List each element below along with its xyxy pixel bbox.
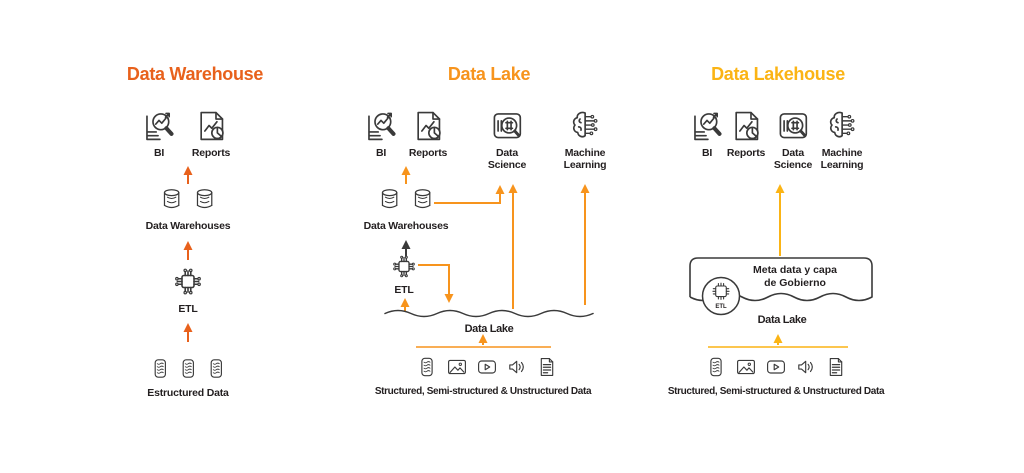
lakehouse-data-science-node [774, 107, 812, 171]
bi-icon [689, 107, 726, 144]
lakehouse-machine-learning-node [821, 107, 864, 171]
lake-etl-node [389, 251, 420, 296]
lakehouse-bottom-label: Structured, Semi-structured & Unstructured Data [667, 386, 885, 397]
structured-data-icon [704, 355, 728, 379]
lakehouse-title: Data Lakehouse [711, 64, 845, 84]
reports-icon [728, 107, 765, 144]
bi-icon [363, 107, 400, 144]
etl-label: ETL [394, 284, 414, 296]
machine-learning-label: Machine Learning [563, 147, 607, 171]
warehouse-reports-node [192, 107, 230, 159]
lake-reports-node [409, 107, 447, 159]
lake-storage-node [364, 185, 449, 232]
governance-box-label: Meta data y capa de Gobierno [752, 264, 838, 289]
bi-label: BI [375, 147, 387, 159]
warehouse-etl-node [170, 263, 207, 315]
lake-surface-wave [385, 311, 593, 317]
structured-data-icon [204, 355, 228, 382]
database-icon [191, 185, 217, 214]
bi-icon [141, 107, 178, 144]
lakehouse-sources-node [704, 355, 848, 379]
structured-data-icon [176, 355, 200, 382]
database-icon [158, 185, 184, 214]
lake-data-science-node [488, 107, 526, 171]
reports-label: Reports [726, 147, 766, 159]
video-icon [475, 355, 499, 379]
data-science-label: Data Science [773, 147, 813, 171]
lake-sources-node [415, 355, 559, 379]
audio-icon [794, 355, 818, 379]
image-icon [445, 355, 469, 379]
warehouse-sources-node [147, 355, 228, 399]
bi-label: BI [153, 147, 165, 159]
lakehouse-bi-node [689, 107, 726, 159]
bi-label: BI [701, 147, 713, 159]
data-science-icon [774, 107, 811, 144]
document-icon [535, 355, 559, 379]
video-icon [764, 355, 788, 379]
machine-learning-label: Machine Learning [820, 147, 864, 171]
etl-chip-icon [389, 251, 420, 282]
warehouse-bi-node [141, 107, 178, 159]
database-icon [409, 185, 435, 214]
image-icon [734, 355, 758, 379]
lakehouse-reports-node [727, 107, 765, 159]
audio-icon [505, 355, 529, 379]
lake-bi-node [363, 107, 400, 159]
etl-label: ETL [178, 303, 198, 315]
data-science-label: Data Science [487, 147, 527, 171]
estructured-data-label: Estructured Data [147, 387, 229, 399]
structured-data-icon [148, 355, 172, 382]
warehouse-title: Data Warehouse [126, 64, 264, 84]
database-icon [376, 185, 402, 214]
lake-machine-learning-node [564, 107, 607, 171]
lakehouse-lake-label: Data Lake [757, 314, 807, 326]
warehouse-storage-node [146, 185, 231, 232]
machine-learning-icon [824, 107, 861, 144]
warehouses-label: Data Warehouses [145, 220, 231, 232]
lake-label: Data Lake [464, 323, 514, 335]
document-icon [824, 355, 848, 379]
etl-chip-icon [170, 263, 207, 300]
reports-label: Reports [408, 147, 448, 159]
data-science-icon [488, 107, 525, 144]
reports-icon [193, 107, 230, 144]
reports-label: Reports [191, 147, 231, 159]
machine-learning-icon [567, 107, 604, 144]
reports-icon [410, 107, 447, 144]
lake-title: Data Lake [447, 64, 531, 84]
lake-bottom-label: Structured, Semi-structured & Unstructured Data [374, 386, 592, 397]
warehouses-label: Data Warehouses [363, 220, 449, 232]
etl-badge-label: ETL [715, 304, 727, 310]
structured-data-icon [415, 355, 439, 379]
etl-badge [703, 278, 740, 315]
